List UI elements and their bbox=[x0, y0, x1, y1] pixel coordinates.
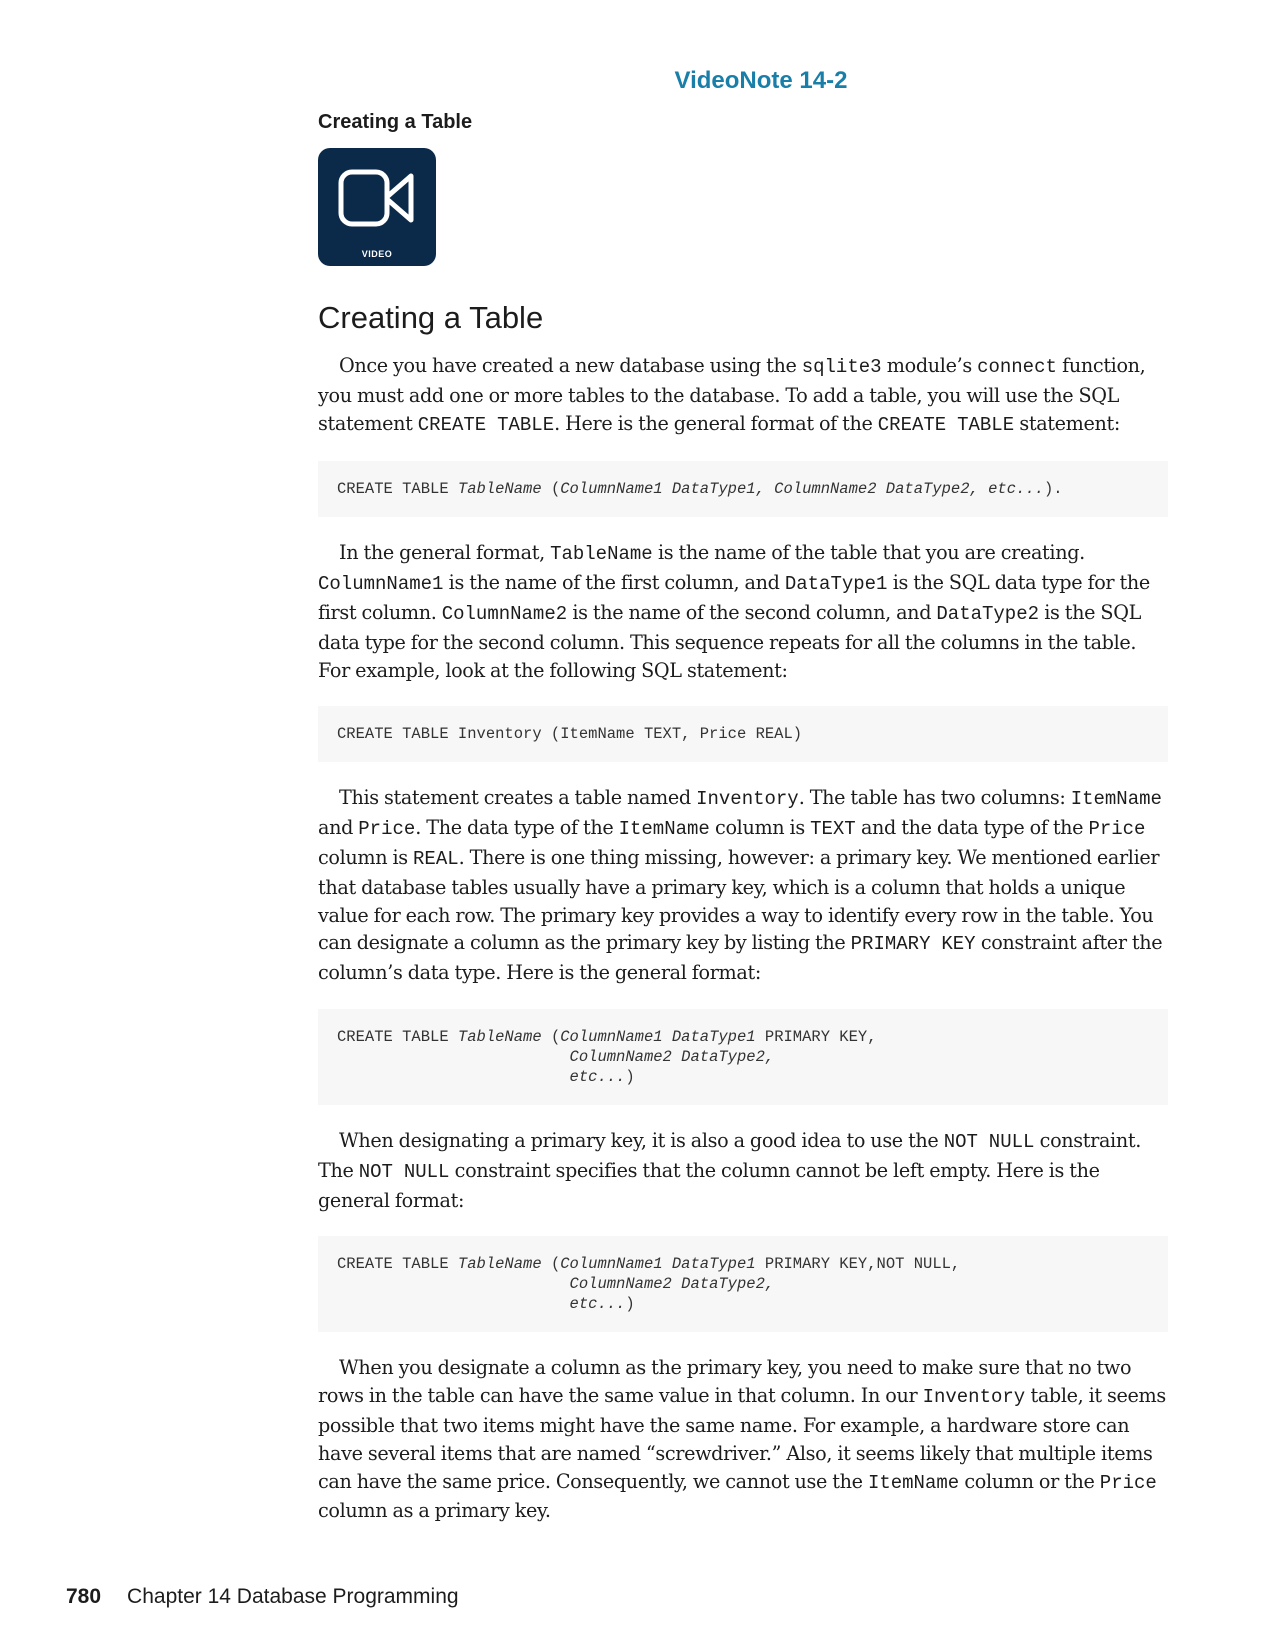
inline-code: sqlite3 bbox=[801, 356, 882, 378]
inline-code: Inventory bbox=[696, 788, 799, 811]
section-heading: Creating a Table bbox=[318, 300, 544, 335]
text-run: . The table has two columns: bbox=[798, 786, 1071, 810]
inline-code: CREATE TABLE bbox=[417, 413, 555, 436]
text-run: . The data type of the bbox=[415, 816, 619, 840]
video-camera-icon bbox=[338, 168, 416, 228]
code-placeholder: TableName bbox=[457, 1027, 542, 1046]
code-punct: ) bbox=[625, 1295, 635, 1314]
code-block-4 bbox=[318, 1236, 1168, 1332]
code-placeholder: TableName bbox=[457, 1255, 542, 1274]
page-content bbox=[318, 62, 1168, 1525]
text-run: Once you have created a new database using the bbox=[339, 354, 802, 377]
chapter-title: Chapter 14 Database Programming bbox=[127, 1585, 459, 1608]
text-run: When designating a primary key, it is also a good idea to use the bbox=[339, 1128, 944, 1152]
text-run: . There is one thing missing, however: a primary key. We mentioned earlier that database tables usually have a primary key, which is a column that holds a unique value for each row. The primary key provides a way to identify every row in the table. You can designate a column as the primary key by listing the bbox=[318, 845, 1160, 955]
inline-code: CREATE TABLE bbox=[877, 413, 1015, 436]
code-punct: ( bbox=[541, 1255, 561, 1274]
text-run: constraint specifies that the column cannot be left empty. Here is the general format: bbox=[318, 1158, 1100, 1212]
code-block-2 bbox=[318, 706, 1168, 762]
code-keyword: CREATE TABLE bbox=[337, 1255, 458, 1274]
code-placeholder: etc... bbox=[569, 1295, 626, 1314]
inline-code: NOT NULL bbox=[358, 1160, 450, 1183]
text-run: module’s bbox=[881, 354, 978, 377]
inline-code: ColumnName1 bbox=[318, 573, 444, 596]
code-keyword: CREATE TABLE bbox=[337, 480, 458, 499]
text-run: and the data type of the bbox=[855, 816, 1089, 840]
text-run: constraint after the column’s data type. Here is the general format: bbox=[318, 931, 1163, 985]
text-run: column is bbox=[709, 816, 811, 840]
video-tile[interactable] bbox=[318, 148, 436, 266]
paragraph-1 bbox=[318, 352, 1168, 439]
text-run: In the general format, bbox=[339, 541, 551, 565]
paragraph-4 bbox=[318, 1127, 1168, 1214]
page-footer bbox=[66, 1585, 459, 1609]
text-run: column as a primary key. bbox=[318, 1499, 551, 1523]
inline-code: ColumnName2 bbox=[441, 602, 568, 625]
inline-code: Price bbox=[1088, 818, 1146, 841]
videonote-caption: Creating a Table bbox=[318, 111, 473, 133]
inline-code: connect bbox=[977, 356, 1057, 378]
text-run: is the name of the second column, and bbox=[567, 600, 937, 624]
paragraph-2 bbox=[318, 539, 1168, 684]
text-run: table, it seems possible that two items might have the same name. For example, a hardware store can have several items that are named “screwdriver.” Also, it seems likely that multiple items can have the same price. Consequently, we cannot use the bbox=[318, 1384, 1166, 1493]
code-placeholder: ColumnName2 DataType2, bbox=[569, 1275, 775, 1294]
text-run: statement: bbox=[1014, 411, 1121, 435]
inline-code: Price bbox=[358, 818, 416, 841]
inline-code: DataType2 bbox=[936, 602, 1040, 625]
text-run: column or the bbox=[959, 1469, 1100, 1493]
video-tile-label: VIDEO bbox=[361, 249, 393, 259]
inline-code: TableName bbox=[550, 543, 653, 566]
inline-code: Price bbox=[1099, 1471, 1157, 1494]
code-placeholder: ColumnName1 DataType1, ColumnName2 DataType2, etc... bbox=[560, 480, 1044, 499]
code-placeholder: TableName bbox=[457, 480, 542, 499]
inline-code: PRIMARY KEY bbox=[850, 933, 976, 956]
paragraph-5 bbox=[318, 1354, 1168, 1525]
code-keyword: CREATE TABLE bbox=[337, 1027, 458, 1046]
inline-code: Inventory bbox=[922, 1386, 1026, 1409]
inline-code: NOT NULL bbox=[943, 1130, 1035, 1153]
text-run: function, you must add one or more tables to the database. To add a table, you will use the SQL statement bbox=[318, 354, 1146, 435]
text-run: is the name of the table that you are creating. bbox=[652, 541, 1085, 565]
code-keyword: PRIMARY KEY,NOT NULL, bbox=[755, 1255, 961, 1274]
inline-code: ItemName bbox=[1070, 788, 1162, 811]
code-punct: ) bbox=[625, 1067, 635, 1086]
text-run: When you designate a column as the primary key, you need to make sure that no two rows in the table can have the same value in that column. In our bbox=[318, 1356, 1132, 1408]
text-run: This statement creates a table named bbox=[339, 786, 697, 810]
inline-code: ItemName bbox=[867, 1471, 960, 1494]
code-placeholder: ColumnName2 DataType2, bbox=[569, 1047, 775, 1066]
paragraph-3 bbox=[318, 784, 1168, 987]
text-run: column is bbox=[318, 845, 414, 869]
text-run: is the SQL data type for the first column. bbox=[318, 571, 1150, 624]
inline-code: DataType1 bbox=[784, 573, 888, 596]
code-punct: ). bbox=[1043, 480, 1063, 499]
code-punct: ( bbox=[541, 1027, 561, 1046]
code-block-1 bbox=[318, 461, 1168, 517]
code-punct: ( bbox=[541, 480, 561, 499]
text-run: . Here is the general format of the bbox=[554, 411, 878, 435]
code-placeholder: ColumnName1 DataType1 bbox=[560, 1027, 756, 1046]
text-run: is the SQL data type for the second column. This sequence repeats for all the columns in the table. For example, look at the following SQL statement: bbox=[318, 600, 1141, 682]
inline-code: TEXT bbox=[810, 818, 856, 841]
text-run: and bbox=[318, 816, 359, 840]
code-placeholder: etc... bbox=[569, 1067, 626, 1086]
inline-code: ItemName bbox=[618, 818, 710, 841]
code-placeholder: ColumnName1 DataType1 bbox=[560, 1255, 756, 1274]
text-run: constraint. The bbox=[318, 1128, 1141, 1182]
inline-code: REAL bbox=[413, 847, 459, 870]
code-line: CREATE TABLE Inventory (ItemName TEXT, Price REAL) bbox=[337, 725, 803, 744]
page-number: 780 bbox=[66, 1585, 102, 1608]
code-block-3 bbox=[318, 1009, 1168, 1105]
code-keyword: PRIMARY KEY, bbox=[755, 1027, 877, 1046]
text-run: is the name of the first column, and bbox=[443, 571, 785, 595]
videonote-title: VideoNote 14-2 bbox=[674, 67, 848, 94]
